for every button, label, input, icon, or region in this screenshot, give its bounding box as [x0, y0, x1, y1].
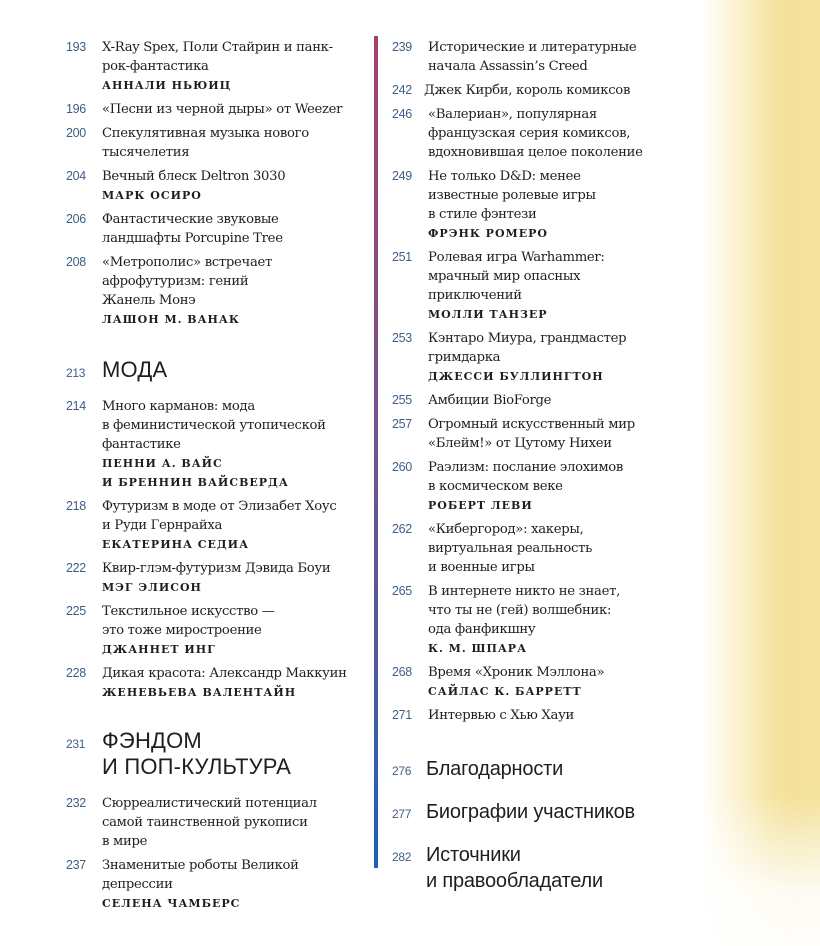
- entries-fashion: [66, 397, 366, 702]
- entry-author: ЖЕНЕВЬЕВА ВАЛЕНТАЙН: [102, 686, 297, 699]
- entry-title-line: Раэлизм: послание элохимов: [428, 460, 624, 475]
- entry-title-line: Текстильное искусство —: [102, 604, 275, 619]
- entry-page-number: 232: [66, 796, 86, 810]
- entry-title-line: Огромный искусственный мир: [428, 417, 635, 432]
- section-heading-fashion[interactable]: [66, 357, 366, 383]
- entry-title-line: известные ролевые игры: [428, 188, 596, 203]
- entry-text: [102, 664, 366, 702]
- entry-page-number: 222: [66, 561, 86, 575]
- entry-title-line: Джек Кирби, король комиксов: [424, 83, 631, 98]
- back-matter-contributors[interactable]: [392, 799, 682, 825]
- entry-page-number: 268: [392, 665, 412, 679]
- entry-title-line: Вечный блеск Deltron 3030: [102, 169, 286, 184]
- entry-text: [102, 253, 366, 329]
- entry-page-number: 255: [392, 393, 412, 407]
- entry-page-number: 253: [392, 331, 412, 345]
- entry-page-number: 208: [66, 255, 86, 269]
- entry-title-line: что ты не (гей) волшебник:: [428, 603, 612, 618]
- entries-fandom: [66, 794, 366, 913]
- entry-title-line: гримдарка: [428, 350, 501, 365]
- entry-title-line: в мире: [102, 834, 148, 849]
- entry-title-line: виртуальная реальность: [428, 541, 592, 556]
- section-title-line: МОДА: [102, 357, 168, 382]
- toc-entry[interactable]: [66, 210, 366, 248]
- back-matter: [392, 756, 682, 894]
- entry-author: ЛАШОН М. ВАНАК: [102, 313, 240, 326]
- entry-title-line: фантастике: [102, 437, 181, 452]
- entry-text: [428, 458, 682, 515]
- back-title: [426, 842, 603, 894]
- entry-page-number: 214: [66, 399, 86, 413]
- entry-title-line: Амбиции BioForge: [428, 393, 552, 408]
- entry-text: [102, 856, 366, 913]
- entry-page-number: 260: [392, 460, 412, 474]
- entry-title-line: Дикая красота: Александр Маккуин: [102, 666, 347, 681]
- entry-author: ДЖАННЕТ ИНГ: [102, 643, 216, 656]
- back-page-number: 277: [392, 807, 412, 821]
- toc-entry[interactable]: [66, 497, 366, 554]
- entry-author: ЕКАТЕРИНА СЕДИА: [102, 538, 250, 551]
- toc-entry[interactable]: [392, 81, 682, 100]
- entry-title-line: ландшафты Porcupine Tree: [102, 231, 283, 246]
- entry-title-line: вдохновившая целое поколение: [428, 145, 643, 160]
- section-title-line: И ПОП-КУЛЬТУРА: [102, 754, 292, 779]
- entry-page-number: 271: [392, 708, 412, 722]
- entry-author: СЕЛЕНА ЧАМБЕРС: [102, 897, 241, 910]
- toc-entry[interactable]: [392, 105, 682, 162]
- toc-entry[interactable]: [66, 664, 366, 702]
- entry-author: ДЖЕССИ БУЛЛИНГТОН: [428, 370, 604, 383]
- entry-author: МОЛЛИ ТАНЗЕР: [428, 308, 548, 321]
- entry-page-number: 265: [392, 584, 412, 598]
- entry-author: МЭГ ЭЛИСОН: [102, 581, 202, 594]
- entry-page-number: 251: [392, 250, 412, 264]
- entry-title-line: в космическом веке: [428, 479, 563, 494]
- entry-title-line: X-Ray Spex, Поли Стайрин и панк-: [102, 40, 333, 55]
- entry-page-number: 200: [66, 126, 86, 140]
- entry-title-line: Спекулятивная музыка нового: [102, 126, 309, 141]
- section-page-number: 213: [66, 366, 86, 380]
- entry-title-line: афрофутуризм: гений: [102, 274, 249, 289]
- section-heading-fandom[interactable]: [66, 728, 366, 780]
- entry-title-line: «Кибергород»: хакеры,: [428, 522, 584, 537]
- entry-text: [102, 38, 366, 95]
- toc-left-column: [66, 38, 366, 918]
- entry-page-number: 193: [66, 40, 86, 54]
- section-page-number: 231: [66, 737, 86, 751]
- entry-title-line: тысячелетия: [102, 145, 190, 160]
- entry-title-line: Жанель Монэ: [102, 293, 196, 308]
- entry-title-line: начала Assassin’s Creed: [428, 59, 588, 74]
- entry-title-line: Фантастические звуковые: [102, 212, 279, 227]
- entry-title-line: Не только D&D: менее: [428, 169, 581, 184]
- entry-text: [102, 602, 366, 659]
- toc-entry[interactable]: [392, 329, 682, 386]
- back-matter-acknowledgements[interactable]: [392, 756, 682, 782]
- entry-text: [428, 706, 682, 725]
- section-title: [102, 728, 291, 780]
- entry-page-number: 257: [392, 417, 412, 431]
- entry-page-number: 246: [392, 107, 412, 121]
- entry-title-line: французская серия комиксов,: [428, 126, 631, 141]
- toc-entry[interactable]: [392, 391, 682, 410]
- entry-text: [102, 167, 366, 205]
- entry-title-line: Время «Хроник Мэллона»: [428, 665, 605, 680]
- back-page-number: 276: [392, 764, 412, 778]
- entry-text: [102, 397, 366, 492]
- page-edge-band: [700, 0, 820, 946]
- toc-entry[interactable]: [392, 520, 682, 577]
- entry-title-line: Квир-глэм-футуризм Дэвида Боуи: [102, 561, 331, 576]
- toc-entry[interactable]: [392, 458, 682, 515]
- entry-text: [424, 81, 682, 100]
- back-title-line: и правообладатели: [426, 870, 603, 892]
- toc-entry[interactable]: [392, 706, 682, 725]
- entry-title-line: приключений: [428, 288, 522, 303]
- entry-page-number: 218: [66, 499, 86, 513]
- entry-page-number: 225: [66, 604, 86, 618]
- entry-title-line: «Метрополис» встречает: [102, 255, 273, 270]
- entries-music: [66, 38, 366, 329]
- entry-title-line: мрачный мир опасных: [428, 269, 581, 284]
- section-title: [102, 357, 167, 383]
- entry-title-line: Много карманов: мода: [102, 399, 255, 414]
- toc-entry[interactable]: [66, 559, 366, 597]
- toc-entry[interactable]: [66, 38, 366, 95]
- entry-text: [102, 559, 366, 597]
- toc-entry[interactable]: [392, 38, 682, 76]
- entry-text: [102, 124, 366, 162]
- back-title: Благодарности: [426, 758, 564, 780]
- back-title-line: Источники: [426, 844, 521, 866]
- entry-title-line: самой таинственной рукописи: [102, 815, 308, 830]
- toc-entry[interactable]: [66, 856, 366, 913]
- entry-author: САЙЛАС К. БАРРЕТТ: [428, 685, 582, 698]
- toc-entry[interactable]: [66, 794, 366, 851]
- entry-title-line: в стиле фэнтези: [428, 207, 537, 222]
- entries-games-comics: [392, 38, 682, 725]
- toc-entry[interactable]: [66, 100, 366, 119]
- toc-entry[interactable]: [66, 397, 366, 492]
- entry-text: [102, 497, 366, 554]
- entry-page-number: 239: [392, 40, 412, 54]
- entry-author: К. М. ШПАРА: [428, 642, 528, 655]
- back-matter-sources[interactable]: [392, 842, 682, 894]
- entry-text: [428, 167, 682, 243]
- entry-title-line: депрессии: [102, 877, 173, 892]
- entry-title-line: ода фанфикшну: [428, 622, 536, 637]
- entry-title-line: Футуризм в моде от Элизабет Хоус: [102, 499, 337, 514]
- entry-title-line: и военные игры: [428, 560, 535, 575]
- entry-author: АННАЛИ НЬЮИЦ: [102, 79, 232, 92]
- entry-title-line: В интернете никто не знает,: [428, 584, 620, 599]
- entry-title-line: «Блейм!» от Цутому Нихеи: [428, 436, 612, 451]
- toc-right-column: [392, 38, 682, 911]
- entry-text: [428, 329, 682, 386]
- entry-title-line: в феминистической утопической: [102, 418, 326, 433]
- entry-author: РОБЕРТ ЛЕВИ: [428, 499, 533, 512]
- toc-entry[interactable]: [66, 602, 366, 659]
- entry-text: [428, 520, 682, 577]
- column-divider: [374, 36, 378, 868]
- toc-entry[interactable]: [392, 582, 682, 658]
- entry-title-line: Кэнтаро Миура, грандмастер: [428, 331, 627, 346]
- entry-title-line: это тоже миростроение: [102, 623, 262, 638]
- toc-entry[interactable]: [392, 415, 682, 453]
- entry-text: [428, 248, 682, 324]
- entry-title-line: Знаменитые роботы Великой: [102, 858, 299, 873]
- entry-text: [428, 582, 682, 658]
- toc-entry[interactable]: [66, 167, 366, 205]
- entry-author: ФРЭНК РОМЕРО: [428, 227, 548, 240]
- entry-page-number: 206: [66, 212, 86, 226]
- entry-page-number: 196: [66, 102, 86, 116]
- entry-title-line: рок-фантастика: [102, 59, 209, 74]
- entry-text: [428, 663, 682, 701]
- entry-page-number: 228: [66, 666, 86, 680]
- back-title: Биографии участников: [426, 801, 635, 823]
- entry-author: ПЕННИ А. ВАЙС: [102, 457, 223, 470]
- entry-title-line: «Валериан», популярная: [428, 107, 597, 122]
- toc-entry[interactable]: [392, 248, 682, 324]
- toc-entry[interactable]: [66, 124, 366, 162]
- entry-author: МАРК ОСИРО: [102, 189, 202, 202]
- section-title-line: ФЭНДОМ: [102, 728, 202, 753]
- entry-author: И БРЕННИН ВАЙСВЕРДА: [102, 476, 289, 489]
- entry-title-line: Ролевая игра Warhammer:: [428, 250, 605, 265]
- entry-title-line: Исторические и литературные: [428, 40, 637, 55]
- entry-text: [428, 391, 682, 410]
- back-page-number: 282: [392, 850, 412, 864]
- entry-text: [102, 100, 366, 119]
- entry-title-line: и Руди Гернрайха: [102, 518, 223, 533]
- entry-title-line: Сюрреалистический потенциал: [102, 796, 317, 811]
- entry-page-number: 237: [66, 858, 86, 872]
- toc-entry[interactable]: [392, 167, 682, 243]
- entry-page-number: 262: [392, 522, 412, 536]
- entry-page-number: 204: [66, 169, 86, 183]
- entry-text: [428, 38, 682, 76]
- toc-entry[interactable]: [392, 663, 682, 701]
- toc-entry[interactable]: [66, 253, 366, 329]
- entry-text: [102, 210, 366, 248]
- entry-text: [428, 415, 682, 453]
- entry-text: [102, 794, 366, 851]
- entry-title-line: «Песни из черной дыры» от Weezer: [102, 102, 343, 117]
- entry-page-number: 242: [392, 83, 412, 97]
- entry-page-number: 249: [392, 169, 412, 183]
- entry-text: [428, 105, 682, 162]
- entry-title-line: Интервью с Хью Хауи: [428, 708, 575, 723]
